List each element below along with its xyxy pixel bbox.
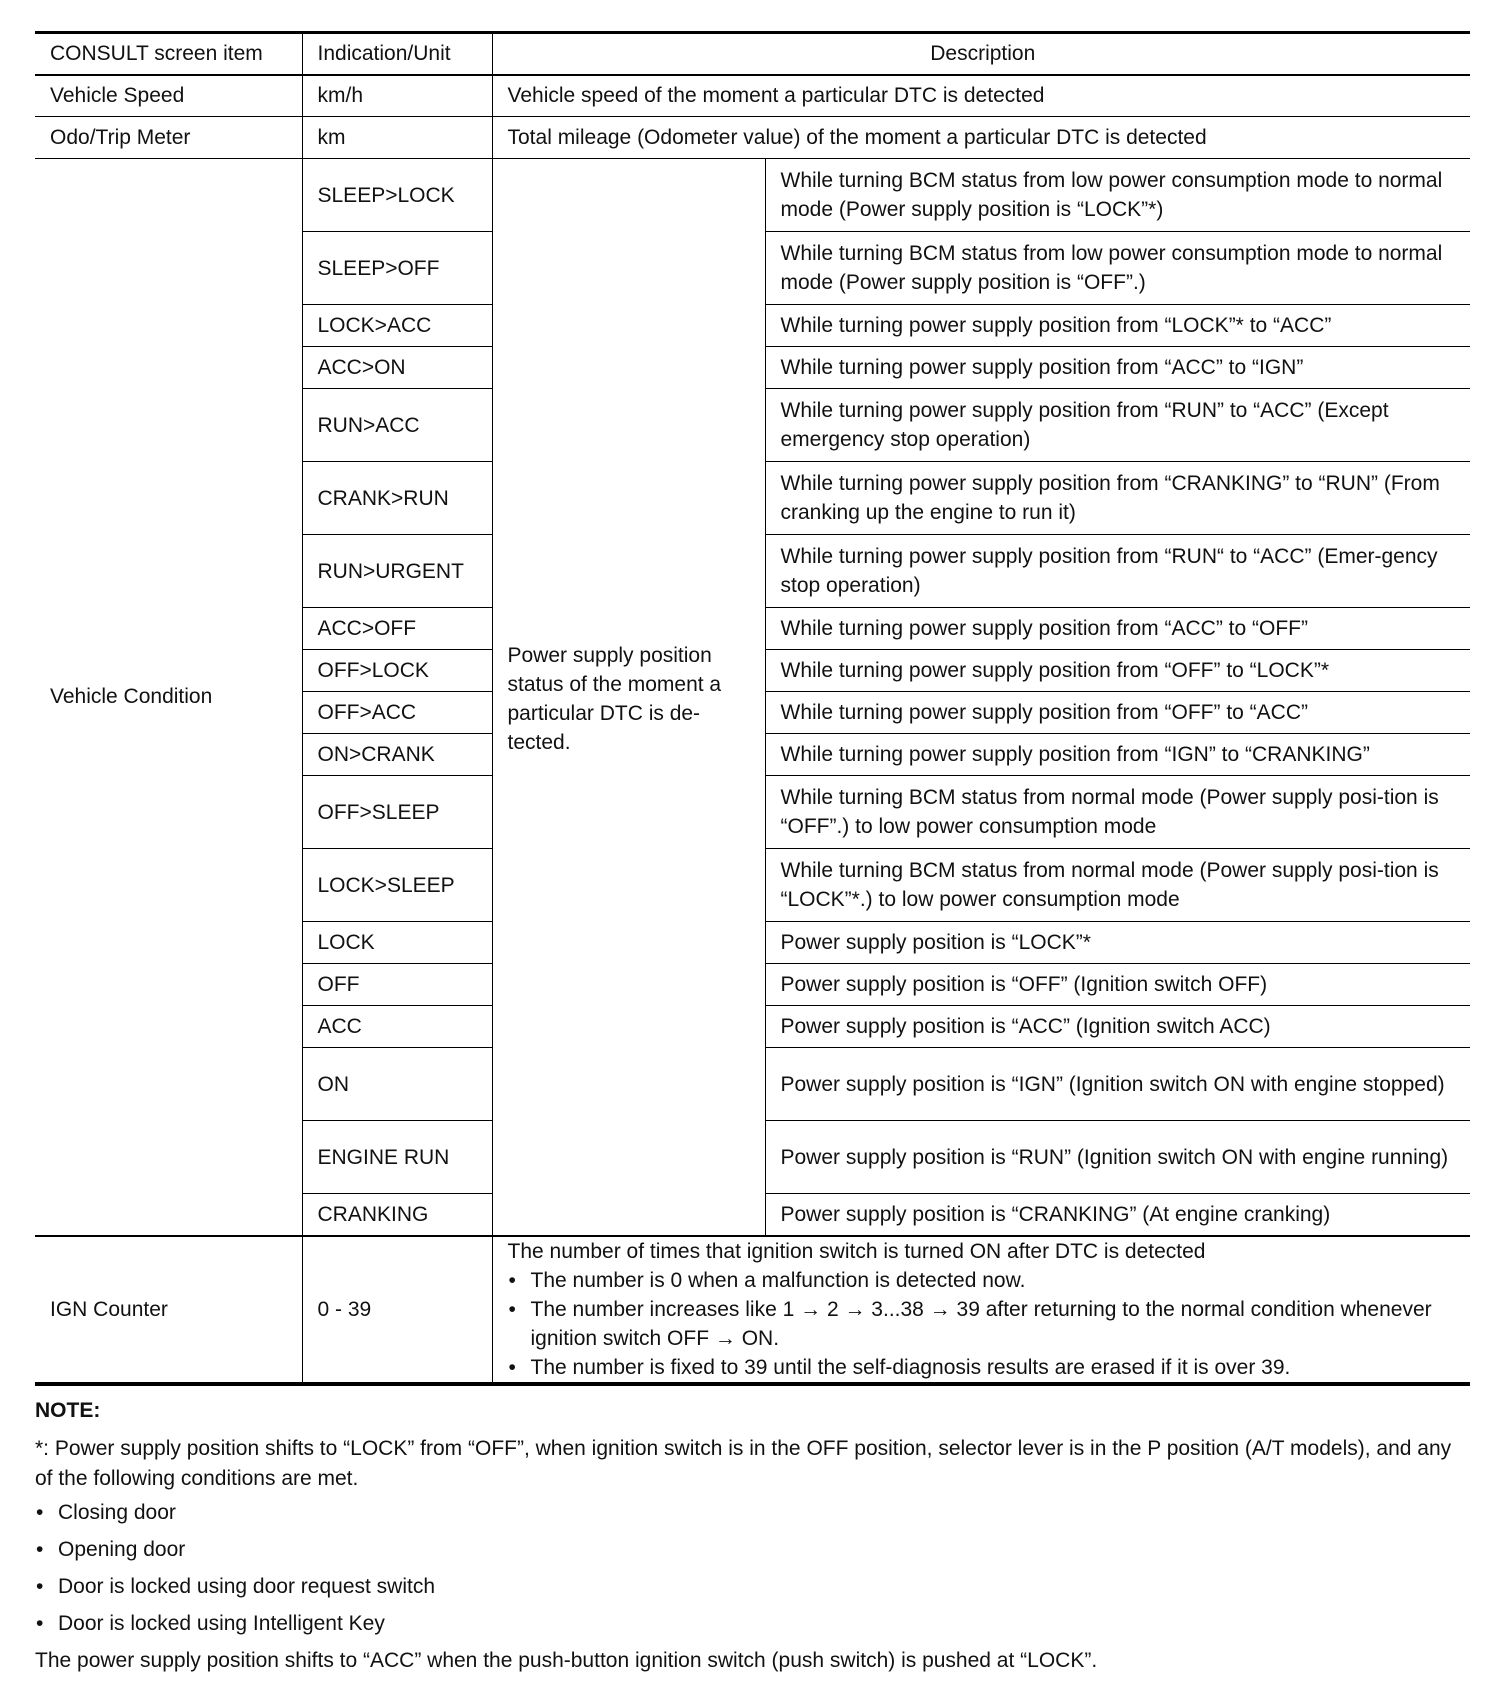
item-cell: Vehicle Speed xyxy=(35,75,302,117)
item-cell: IGN Counter xyxy=(35,1236,302,1384)
description-cell: Power supply position is “OFF” (Ignition switch OFF) xyxy=(765,964,1470,1006)
description-cell: While turning power supply position from “LOCK”* to “ACC” xyxy=(765,305,1470,347)
unit-cell: OFF>SLEEP xyxy=(302,776,492,849)
description-cell: Total mileage (Odometer value) of the moment a particular DTC is detected xyxy=(492,117,1470,159)
description-cell: While turning power supply position from “ACC” to “IGN” xyxy=(765,347,1470,389)
unit-cell: LOCK>ACC xyxy=(302,305,492,347)
item-cell: Odo/Trip Meter xyxy=(35,117,302,159)
unit-cell: OFF>ACC xyxy=(302,692,492,734)
list-item: • Door is locked using door request switch xyxy=(35,1572,1470,1602)
list-item: • The number increases like 1 → 2 → 3...38 → 39 after returning to the normal condition whenever ignition switch OFF → ON. xyxy=(508,1295,1459,1353)
description-cell: While turning BCM status from normal mode (Power supply posi-tion is “LOCK”*.) to low power consumption mode xyxy=(765,849,1470,922)
list-item: • The number is fixed to 39 until the self-diagnosis results are erased if it is over 39. xyxy=(508,1353,1459,1382)
description-cell: While turning power supply position from “OFF” to “LOCK”* xyxy=(765,650,1470,692)
document-page xyxy=(35,31,1470,1676)
unit-cell: OFF>LOCK xyxy=(302,650,492,692)
description-cell: While turning BCM status from low power consumption mode to normal mode (Power supply position is “LOCK”*) xyxy=(765,159,1470,232)
unit-cell: SLEEP>LOCK xyxy=(302,159,492,232)
note-body: *: Power supply position shifts to “LOCK” from “OFF”, when ignition switch is in the OFF position, selector lever is in the P position (A/T models), and any of the following conditions are met. xyxy=(35,1436,1452,1490)
ign-counter-intro: The number of times that ignition switch is turned ON after DTC is detected xyxy=(507,1239,1206,1263)
description-cell: Power supply position is “LOCK”* xyxy=(765,922,1470,964)
table-row xyxy=(35,159,1470,232)
unit-cell: CRANKING xyxy=(302,1194,492,1236)
list-item: • The number is 0 when a malfunction is detected now. xyxy=(508,1266,1459,1295)
unit-cell: LOCK xyxy=(302,922,492,964)
description-cell: Power supply position is “IGN” (Ignition switch ON with engine stopped) xyxy=(765,1048,1470,1121)
note-title: NOTE: xyxy=(35,1398,101,1422)
description-cell: While turning power supply position from “RUN“ to “ACC” (Emer-gency stop operation) xyxy=(765,535,1470,608)
note-conditions xyxy=(35,1498,1470,1639)
unit-cell: km xyxy=(302,117,492,159)
description-cell: Vehicle speed of the moment a particular DTC is detected xyxy=(492,75,1470,117)
table-header-row xyxy=(35,33,1470,75)
description-cell: While turning power supply position from “CRANKING” to “RUN” (From cranking up the engine to run it) xyxy=(765,462,1470,535)
list-item: • Closing door xyxy=(35,1498,1470,1528)
unit-cell: SLEEP>OFF xyxy=(302,232,492,305)
list-item: • Opening door xyxy=(35,1535,1470,1565)
note-section xyxy=(35,1396,1470,1676)
table-row xyxy=(35,75,1470,117)
description-cell: While turning power supply position from “RUN” to “ACC” (Except emergency stop operation) xyxy=(765,389,1470,462)
description-cell: While turning power supply position from “OFF” to “ACC” xyxy=(765,692,1470,734)
header-item: CONSULT screen item xyxy=(35,33,302,75)
item-cell: Vehicle Condition xyxy=(35,159,302,1236)
note-tail: The power supply position shifts to “ACC” when the push-button ignition switch (push switch) is pushed at “LOCK”. xyxy=(35,1648,1098,1672)
ign-counter-bullets xyxy=(508,1266,1459,1382)
unit-cell: RUN>URGENT xyxy=(302,535,492,608)
header-unit: Indication/Unit xyxy=(302,33,492,75)
description-cell: While turning power supply position from “ACC” to “OFF” xyxy=(765,608,1470,650)
unit-cell: ON xyxy=(302,1048,492,1121)
table-row xyxy=(35,117,1470,159)
unit-cell: ACC>OFF xyxy=(302,608,492,650)
unit-cell: ENGINE RUN xyxy=(302,1121,492,1194)
table-row xyxy=(35,1236,1470,1384)
unit-cell: RUN>ACC xyxy=(302,389,492,462)
unit-cell: OFF xyxy=(302,964,492,1006)
unit-cell: ACC>ON xyxy=(302,347,492,389)
consult-data-table xyxy=(35,31,1470,1386)
description-cell: While turning BCM status from normal mode (Power supply posi-tion is “OFF”.) to low power consumption mode xyxy=(765,776,1470,849)
description-cell: While turning BCM status from low power consumption mode to normal mode (Power supply position is “OFF”.) xyxy=(765,232,1470,305)
unit-cell: ON>CRANK xyxy=(302,734,492,776)
header-description: Description xyxy=(492,33,1470,75)
description-cell: Power supply position is “RUN” (Ignition switch ON with engine running) xyxy=(765,1121,1470,1194)
unit-cell: km/h xyxy=(302,75,492,117)
description-cell: Power supply position is “CRANKING” (At engine cranking) xyxy=(765,1194,1470,1236)
unit-cell: 0 - 39 xyxy=(302,1236,492,1384)
unit-cell: CRANK>RUN xyxy=(302,462,492,535)
unit-cell: ACC xyxy=(302,1006,492,1048)
list-item: • Door is locked using Intelligent Key xyxy=(35,1609,1470,1639)
description-cell: While turning power supply position from “IGN” to “CRANKING” xyxy=(765,734,1470,776)
summary-cell: Power supply position status of the moment a particular DTC is de-tected. xyxy=(492,159,765,1236)
unit-cell: LOCK>SLEEP xyxy=(302,849,492,922)
description-cell xyxy=(492,1236,1470,1384)
description-cell: Power supply position is “ACC” (Ignition switch ACC) xyxy=(765,1006,1470,1048)
